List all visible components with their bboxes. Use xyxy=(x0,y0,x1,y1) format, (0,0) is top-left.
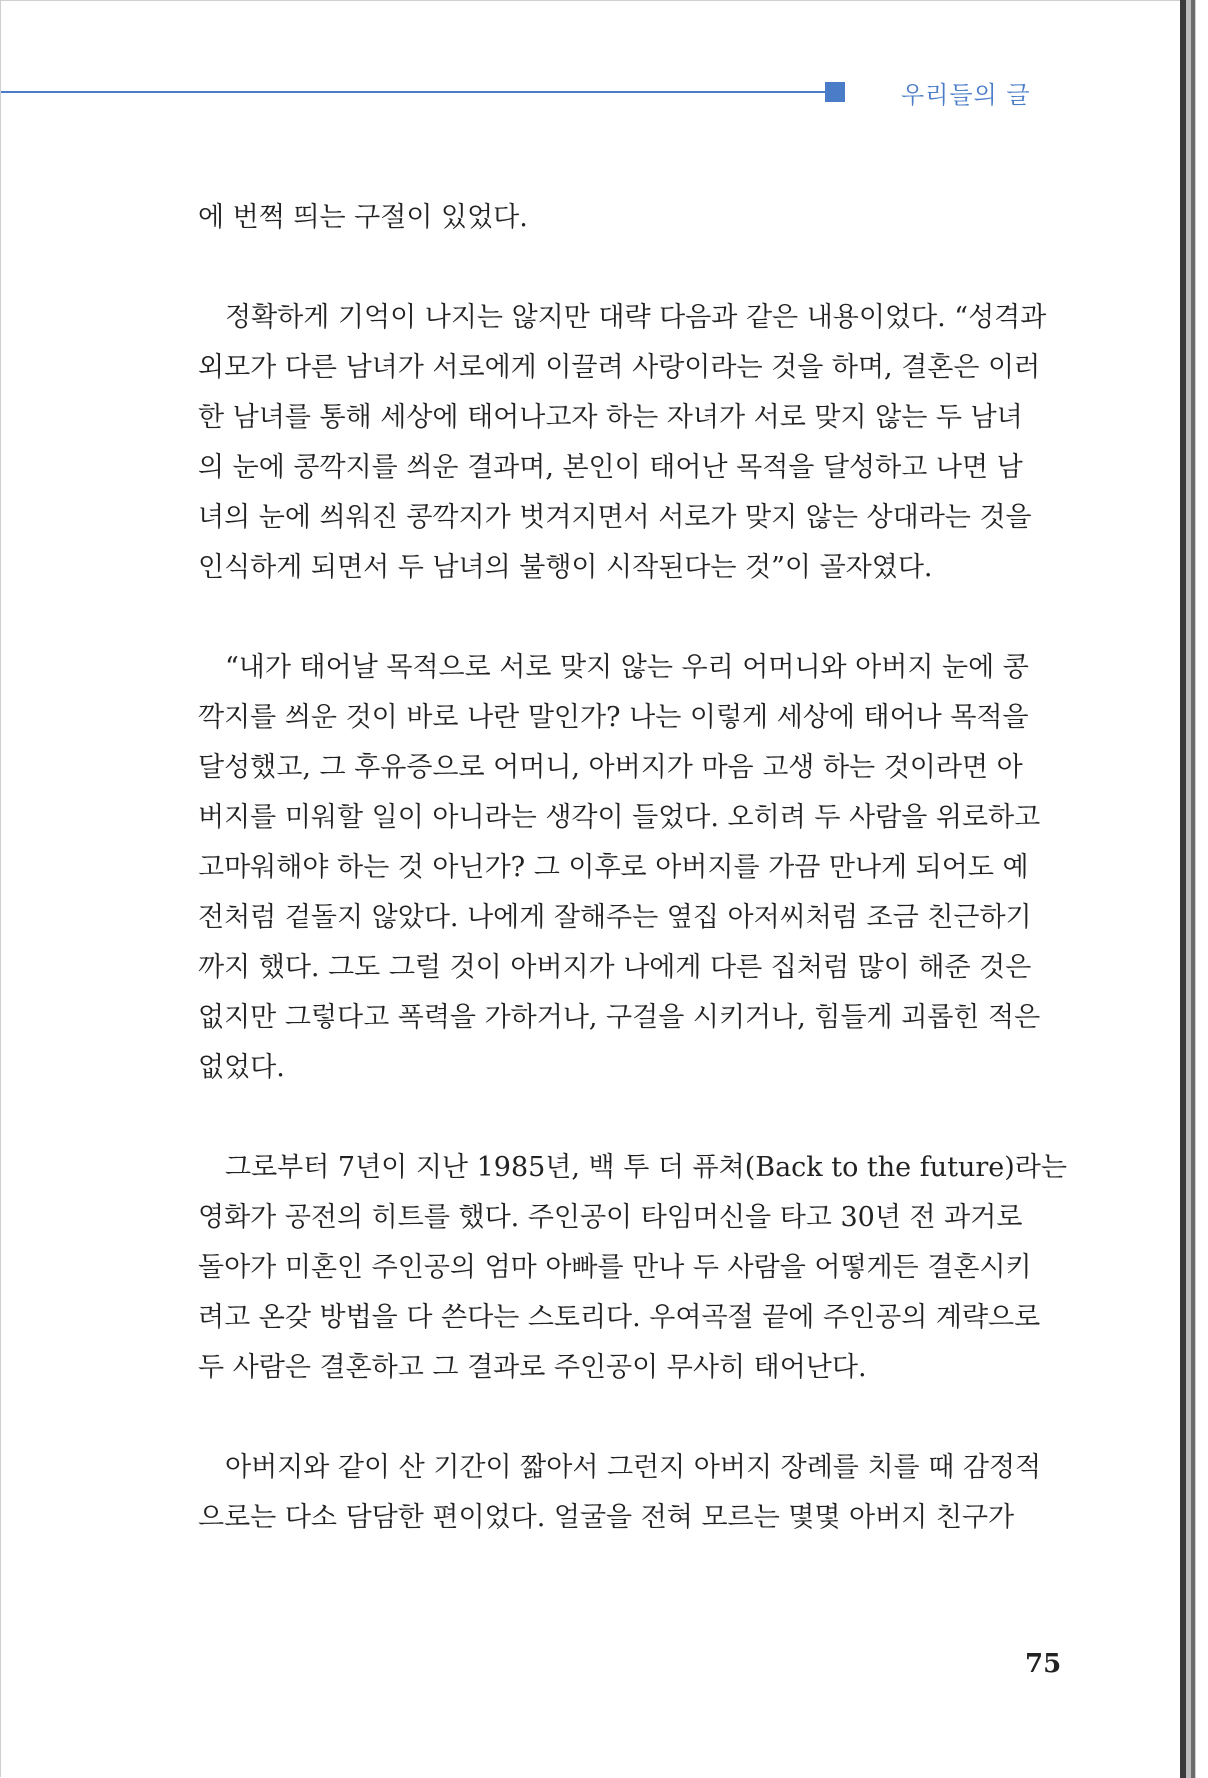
paragraph xyxy=(198,1143,1067,1393)
text-line: 영화가 공전의 히트를 했다. 주인공이 타임머신을 타고 30년 전 과거로 xyxy=(198,1202,1023,1233)
text-line: 까지 했다. 그도 그럴 것이 아버지가 나에게 다른 집처럼 많이 해준 것은 xyxy=(198,952,1032,983)
running-header-title: 우리들의 글 xyxy=(901,81,1031,109)
paragraph xyxy=(198,1443,1058,1543)
header-rule xyxy=(1,91,827,93)
text-line: 의 눈에 콩깍지를 씌운 결과며, 본인이 태어난 목적을 달성하고 나면 남 xyxy=(198,452,1023,483)
text-line: 아버지와 같이 산 기간이 짧아서 그런지 아버지 장례를 치를 때 감정적 xyxy=(225,1452,1042,1483)
page-edge-margin xyxy=(1195,0,1208,1778)
body-text xyxy=(198,193,1067,1593)
text-line: “내가 태어날 목적으로 서로 맞지 않는 우리 어머니와 아버지 눈에 콩 xyxy=(225,652,1029,683)
text-line: 없었다. xyxy=(198,1052,285,1083)
text-line: 돌아가 미혼인 주인공의 엄마 아빠를 만나 두 사람을 어떻게든 결혼시키 xyxy=(198,1252,1032,1283)
header-square-marker xyxy=(825,82,845,102)
text-line: 두 사람은 결혼하고 그 결과로 주인공이 무사히 태어난다. xyxy=(198,1352,867,1383)
text-line: 려고 온갖 방법을 다 쓴다는 스토리다. 우여곡절 끝에 주인공의 계략으로 xyxy=(198,1302,1041,1333)
text-line: 정확하게 기억이 나지는 않지만 대략 다음과 같은 내용이었다. “성격과 xyxy=(225,302,1047,333)
text-line: 녀의 눈에 씌워진 콩깍지가 벗겨지면서 서로가 맞지 않는 상대라는 것을 xyxy=(198,502,1032,533)
text-line: 달성했고, 그 후유증으로 어머니, 아버지가 마음 고생 하는 것이라면 아 xyxy=(198,752,1023,783)
text-line: 외모가 다른 남녀가 서로에게 이끌려 사랑이라는 것을 하며, 결혼은 이러 xyxy=(198,352,1041,383)
text-line: 깍지를 씌운 것이 바로 나란 말인가? 나는 이렇게 세상에 태어나 목적을 xyxy=(198,702,1029,733)
paragraph xyxy=(198,193,1058,243)
paragraph xyxy=(198,643,1058,1093)
text-line: 전처럼 겉돌지 않았다. 나에게 잘해주는 옆집 아저씨처럼 조금 친근하기 xyxy=(198,902,1032,933)
text-line: 그로부터 7년이 지난 1985년, 백 투 더 퓨쳐(Back to the future)라는 xyxy=(225,1152,1067,1183)
text-line: 으로는 다소 담담한 편이었다. 얼굴을 전혀 모르는 몇몇 아버지 친구가 xyxy=(198,1502,1015,1533)
text-line: 한 남녀를 통해 세상에 태어나고자 하는 자녀가 서로 맞지 않는 두 남녀 xyxy=(198,402,1023,433)
paragraph xyxy=(198,293,1058,593)
text-line: 인식하게 되면서 두 남녀의 불행이 시작된다는 것”이 골자였다. xyxy=(198,552,933,583)
page-number: 75 xyxy=(1025,1649,1062,1679)
text-line: 에 번쩍 띄는 구절이 있었다. xyxy=(198,202,528,233)
text-line: 버지를 미워할 일이 아니라는 생각이 들었다. 오히려 두 사람을 위로하고 xyxy=(198,802,1041,833)
text-line: 고마워해야 하는 것 아닌가? 그 이후로 아버지를 가끔 만나게 되어도 예 xyxy=(198,852,1029,883)
text-line: 없지만 그렇다고 폭력을 가하거나, 구걸을 시키거나, 힘들게 괴롭힌 적은 xyxy=(198,1002,1041,1033)
